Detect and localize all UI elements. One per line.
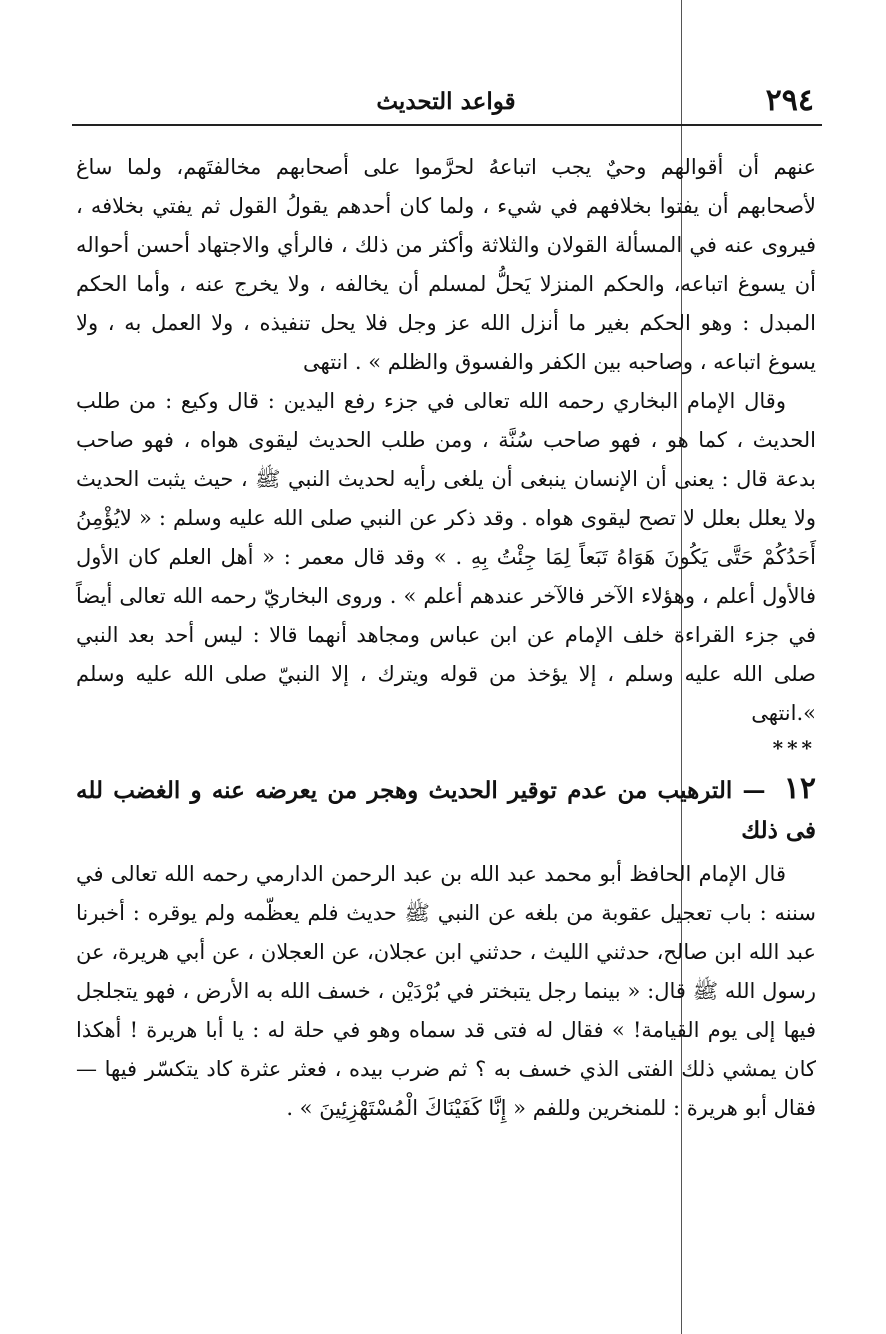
section-number: ١٢ [783,771,817,806]
page-header [78,82,814,122]
section-separator: *** [772,736,816,760]
section-dash: — [742,777,766,804]
paragraph-1: عنهم أن أقوالهم وحيٌ يجب اتباعهُ لحرَّموا على أصحابهم مخالفتَهم، ولما ساغ لأصحابهم أن يفتوا بخلافهم في شيء ، ولما كان أحدهم يقولُ القول ثم يفتي بخلافه ، فيروى عنه في المسألة القولان والثلاثة وأكثر من ذلك ، فالرأي والاجتهاد أحسن أحواله أن يسوغ اتباعه، والحكم المنزلا يَحلُّ لمسلم أن يخالفه ، ولا يخرج عنه ، وأما الحكم المبدل : وهو الحكم بغير ما أنزل الله عز وجل فلا يحل تنفيذه ، ولا العمل به ، ولا يسوغ اتباعه ، وصاحبه بين الكفر والفسوق والظلم » . انتهى [76,155,816,374]
section-title: الترهيب من عدم توقير الحديث وهجر من يعرضه عنه و الغضب لله فى ذلك [76,777,816,844]
body-text [76,148,816,1128]
running-title: قواعد التحديث [376,88,516,115]
paragraph-2: وقال الإمام البخاري رحمه الله تعالى في جزء رفع اليدين : قال وكيع : من طلب الحديث ، كما هو ، فهو صاحب سُنَّة ، ومن طلب الحديث ليقوى هواه ، فهو صاحب بدعة قال : يعنى أن الإنسان ينبغى أن يلغى رأيه لحديث النبي ﷺ ، حيث يثبت الحديث ولا يعلل بعلل لا تصح ليقوى هواه . وقد ذكر عن النبي صلى الله عليه وسلم : « لايُؤْمِنُ أَحَدُكُمْ حَتَّى يَكُونَ هَوَاهُ تَبَعاً لِمَا جِئْتُ بِهِ . » وقد قال معمر : « أهل العلم كان الأول فالأول أعلم ، وهؤلاء الآخر فالآخر عندهم أعلم » . وروى البخاريّ رحمه الله تعالى أيضاً في جزء القراءة خلف الإمام عن ابن عباس ومجاهد أنهما قالا : ليس أحد بعد النبي صلى الله عليه وسلم ، إلا يؤخذ من قوله ويترك ، إلا النبيّ صلى الله عليه وسلم ».انتهى [76,389,816,725]
section-paragraph-1: قال الإمام الحافظ أبو محمد عبد الله بن عبد الرحمن الدارمي رحمه الله تعالى في سننه : باب تعجيل عقوبة من بلغه عن النبي ﷺ حديث فلم يعظّمه ولم يوقره : أخبرنا عبد الله ابن صالح، حدثني الليث ، حدثني ابن عجلان، عن العجلان ، عن أبي هريرة، عن رسول الله ﷺ قال: « بينما رجل يتبختر في بُرْدَيْن ، خسف الله به الأرض ، فهو يتجلجل فيها إلى يوم القيامة! » فقال له فتى قد سماه وهو في حلة له : يا أبا هريرة ! أهكذا كان يمشي ذلك الفتى الذي خسف به ؟ ثم ضرب بيده ، فعثر عثرة كاد يتكسّر فيها — فقال أبو هريرة : للمنخرين وللفم « إِنَّا كَفَيْنَاكَ الْمُسْتَهْزِئِينَ » . [76,862,816,1120]
section-heading [76,769,816,851]
page-number: ٢٩٤ [765,83,814,118]
header-rule [72,124,822,126]
